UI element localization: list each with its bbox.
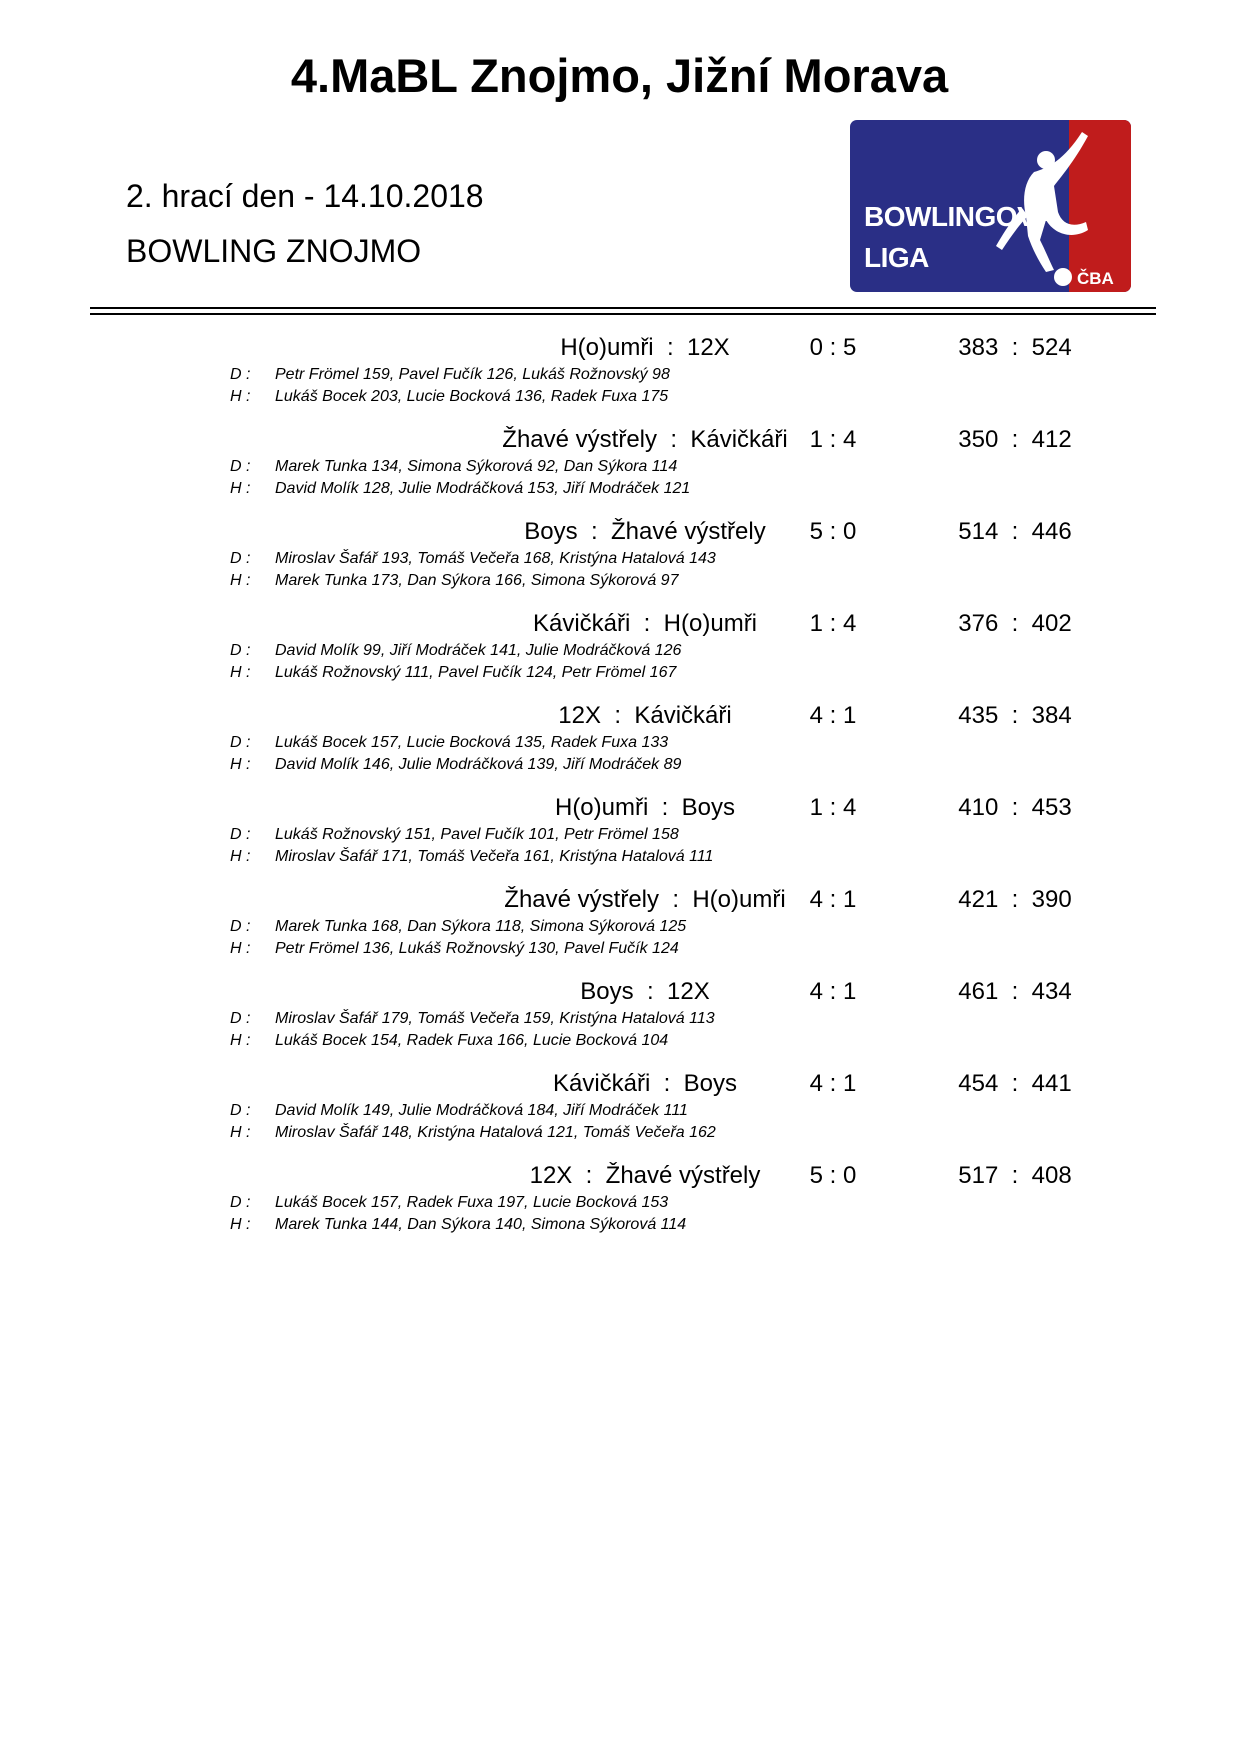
away-label: H : — [230, 388, 251, 405]
match-points: 1 : 4 — [809, 794, 857, 821]
away-players: Lukáš Bocek 154, Radek Fuxa 166, Lucie Bocková 104 — [275, 1032, 669, 1049]
match-pins: 435 : 384 — [958, 702, 1072, 729]
match-points: 5 : 0 — [809, 518, 857, 545]
match-pins: 376 : 402 — [958, 610, 1072, 637]
match-pins: 421 : 390 — [958, 886, 1072, 913]
match-teams: Žhavé výstřely : H(o)umři — [504, 886, 786, 913]
match-result — [0, 517, 1239, 609]
away-label: H : — [230, 756, 251, 773]
match-points: 5 : 0 — [809, 1162, 857, 1189]
match-results-list — [0, 333, 1239, 1253]
match-points: 1 : 4 — [809, 426, 857, 453]
bowling-league-logo — [850, 120, 1131, 292]
match-result — [0, 333, 1239, 425]
away-players: Miroslav Šafář 171, Tomáš Večeřa 161, Kristýna Hatalová 111 — [275, 848, 714, 865]
match-pins: 514 : 446 — [958, 518, 1072, 545]
away-label: H : — [230, 664, 251, 681]
match-pins: 461 : 434 — [958, 978, 1072, 1005]
away-players: Lukáš Rožnovský 111, Pavel Fučík 124, Petr Frömel 167 — [275, 664, 677, 681]
match-result — [0, 885, 1239, 977]
match-teams: Boys : 12X — [580, 978, 710, 1005]
match-points: 0 : 5 — [809, 334, 857, 361]
match-result — [0, 793, 1239, 885]
home-label: D : — [230, 918, 251, 935]
match-result — [0, 425, 1239, 517]
venue-name: BOWLING ZNOJMO — [126, 233, 422, 269]
home-players: Marek Tunka 168, Dan Sýkora 118, Simona Sýkorová 125 — [275, 918, 687, 935]
home-players: Marek Tunka 134, Simona Sýkorová 92, Dan Sýkora 114 — [275, 458, 678, 475]
home-players: Miroslav Šafář 179, Tomáš Večeřa 159, Kristýna Hatalová 113 — [275, 1010, 715, 1027]
match-result — [0, 1161, 1239, 1253]
away-players: Marek Tunka 144, Dan Sýkora 140, Simona Sýkorová 114 — [275, 1216, 687, 1233]
home-players: Lukáš Bocek 157, Lucie Bocková 135, Radek Fuxa 133 — [275, 734, 669, 751]
away-label: H : — [230, 1124, 251, 1141]
match-points: 4 : 1 — [809, 978, 857, 1005]
match-pins: 410 : 453 — [958, 794, 1072, 821]
away-label: H : — [230, 480, 251, 497]
match-pins: 517 : 408 — [958, 1162, 1072, 1189]
game-day-subtitle: 2. hrací den - 14.10.2018 — [126, 178, 484, 214]
match-pins: 350 : 412 — [958, 426, 1072, 453]
match-result — [0, 609, 1239, 701]
match-teams: Kávičkáři : H(o)umři — [532, 610, 758, 637]
match-pins: 383 : 524 — [958, 334, 1072, 361]
away-label: H : — [230, 572, 251, 589]
logo-text-liga: LIGA — [864, 242, 929, 273]
home-label: D : — [230, 734, 251, 751]
home-label: D : — [230, 458, 251, 475]
match-teams: H(o)umři : 12X — [560, 334, 730, 361]
match-points: 1 : 4 — [809, 610, 857, 637]
match-points: 4 : 1 — [809, 886, 857, 913]
bowling-ball-icon — [1054, 268, 1072, 286]
home-players: Miroslav Šafář 193, Tomáš Večeřa 168, Kristýna Hatalová 143 — [275, 550, 716, 567]
match-teams: 12X : Kávičkáři — [558, 702, 732, 729]
away-label: H : — [230, 1216, 251, 1233]
match-pins: 454 : 441 — [958, 1070, 1072, 1097]
away-players: David Molík 128, Julie Modráčková 153, Jiří Modráček 121 — [275, 480, 691, 497]
match-result — [0, 1069, 1239, 1161]
home-label: D : — [230, 826, 251, 843]
home-label: D : — [230, 1194, 251, 1211]
match-teams: Žhavé výstřely : Kávičkáři — [502, 426, 788, 453]
match-teams: Boys : Žhavé výstřely — [524, 518, 766, 545]
away-players: Miroslav Šafář 148, Kristýna Hatalová 121, Tomáš Večeřa 162 — [275, 1124, 716, 1141]
home-players: Lukáš Rožnovský 151, Pavel Fučík 101, Petr Frömel 158 — [275, 826, 679, 843]
match-teams: H(o)umři : Boys — [554, 794, 736, 821]
away-label: H : — [230, 1032, 251, 1049]
match-result — [0, 977, 1239, 1069]
match-points: 4 : 1 — [809, 1070, 857, 1097]
home-players: Lukáš Bocek 157, Radek Fuxa 197, Lucie Bocková 153 — [275, 1194, 669, 1211]
home-players: David Molík 149, Julie Modráčková 184, Jiří Modráček 111 — [275, 1102, 688, 1119]
home-players: David Molík 99, Jiří Modráček 141, Julie Modráčková 126 — [275, 642, 682, 659]
away-players: Petr Frömel 136, Lukáš Rožnovský 130, Pavel Fučík 124 — [275, 940, 679, 957]
header-divider-bottom — [90, 313, 1156, 315]
logo-text-bowlingova: BOWLINGOVÁ — [864, 201, 1055, 232]
home-label: D : — [230, 1010, 251, 1027]
logo-badge-cba: ČBA — [1077, 269, 1114, 288]
away-label: H : — [230, 848, 251, 865]
match-teams: Kávičkáři : Boys — [552, 1070, 738, 1097]
away-players: Marek Tunka 173, Dan Sýkora 166, Simona Sýkorová 97 — [275, 572, 679, 589]
match-points: 4 : 1 — [809, 702, 857, 729]
match-teams: 12X : Žhavé výstřely — [529, 1162, 761, 1189]
home-label: D : — [230, 1102, 251, 1119]
home-label: D : — [230, 550, 251, 567]
match-result — [0, 701, 1239, 793]
home-label: D : — [230, 366, 251, 383]
header-divider-top — [90, 307, 1156, 309]
away-players: David Molík 146, Julie Modráčková 139, Jiří Modráček 89 — [275, 756, 682, 773]
away-label: H : — [230, 940, 251, 957]
away-players: Lukáš Bocek 203, Lucie Bocková 136, Radek Fuxa 175 — [275, 388, 669, 405]
page-title: 4.MaBL Znojmo, Jižní Morava — [290, 49, 949, 102]
home-label: D : — [230, 642, 251, 659]
home-players: Petr Frömel 159, Pavel Fučík 126, Lukáš Rožnovský 98 — [275, 366, 670, 383]
